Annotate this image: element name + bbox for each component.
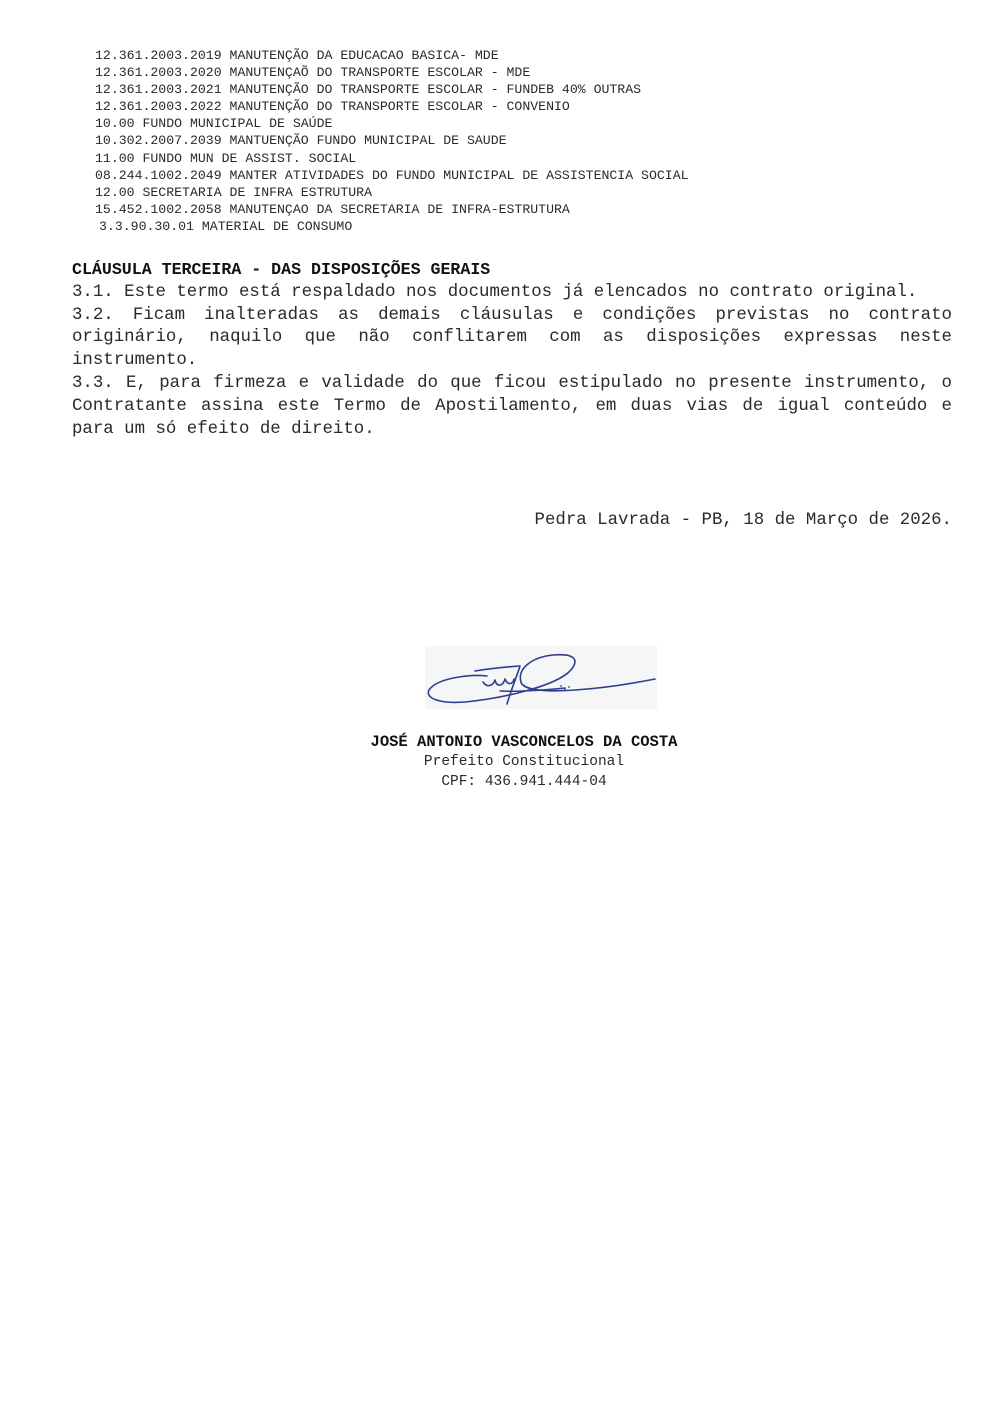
budget-line: 08.244.1002.2049 MANTER ATIVIDADES DO FUNDO MUNICIPAL DE ASSISTENCIA SOCIAL [95,167,689,183]
budget-line: 12.361.2003.2019 MANUTENÇÃO DA EDUCACAO BASICA- MDE [95,48,499,63]
clause-paragraph-3-3: 3.3. E, para firmeza e validade do que ficou estipulado no presente instrumento, o Contratante assina este Termo de Apostilamento, em duas vias de igual conteúdo e para um só efeito de direito. [72,373,952,439]
clause-title: CLÁUSULA TERCEIRA - DAS DISPOSIÇÕES GERAIS [72,260,491,279]
budget-line: 12.361.2003.2020 MANUTENÇAÕ DO TRANSPORTE ESCOLAR - MDE [95,65,531,81]
budget-line: 12.361.2003.2021 MANUTENÇÃO DO TRANSPORTE ESCOLAR - FUNDEB 40% OUTRAS [95,82,642,98]
clause-paragraph-3-2: 3.2. Ficam inalteradas as demais cláusulas e condições previstas no contrato originário, naquilo que não conflitarem com as disposições expressas neste instrumento. [72,305,952,371]
budget-line: 12.361.2003.2022 MANUTENÇÃO DO TRANSPORTE ESCOLAR - CONVENIO [95,99,570,115]
budget-line: 3.3.90.30.01 MATERIAL DE CONSUMO [99,218,353,234]
clause-third [72,259,952,441]
place-and-date: Pedra Lavrada - PB, 18 de Março de 2026. [534,511,952,530]
signature-drawing [425,646,657,709]
signer-block [0,732,1000,792]
budget-line: 15.452.1002.2058 MANUTENÇAO DA SECRETARIA DE INFRA-ESTRUTURA [95,201,570,217]
handwritten-signature [425,646,657,709]
signer-role: Prefeito Constitucional [423,754,625,770]
signer-cpf: CPF: 436.941.444-04 [441,774,607,790]
clause-paragraph-3-1: 3.1. Este termo está respaldado nos documentos já elencados no contrato original. [72,282,918,302]
signer-name: JOSÉ ANTONIO VASCONCELOS DA COSTA [370,733,678,751]
budget-line: 12.00 SECRETARIA DE INFRA ESTRUTURA [95,184,372,200]
budget-line: 10.302.2007.2039 MANTUENÇÃO FUNDO MUNICIPAL DE SAUDE [95,133,507,149]
budget-allocation-list [95,47,955,235]
budget-line: 11.00 FUNDO MUN DE ASSIST. SOCIAL [95,150,357,166]
budget-line: 10.00 FUNDO MUNICIPAL DE SAÚDE [95,116,333,132]
